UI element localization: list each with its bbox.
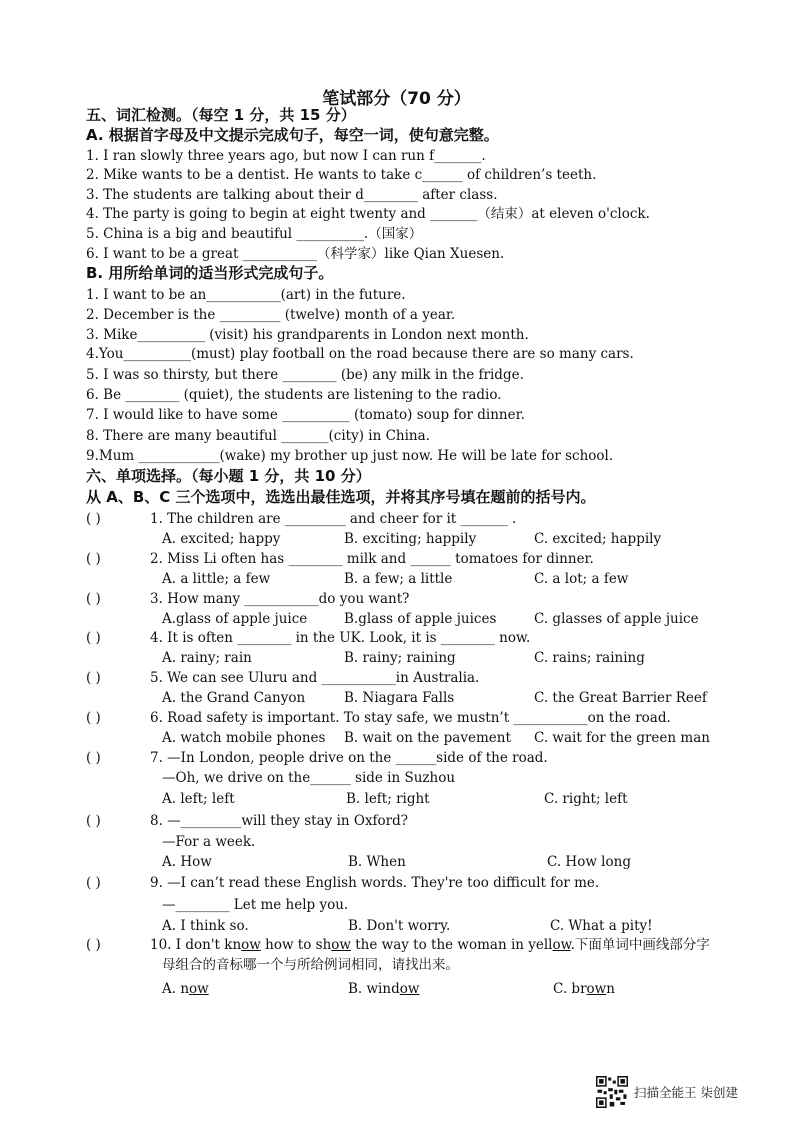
partA-item: 1. I ran slowly three years ago, but now I can run f_______.: [86, 148, 486, 164]
option-c: C. right; left: [544, 791, 628, 807]
option-c: C. a lot; a few: [534, 571, 629, 587]
question-stem: 3. How many ___________do you want?: [150, 591, 410, 607]
option-a: A. a little; a few: [162, 571, 271, 587]
section5-partA-heading: A. 根据首字母及中文提示完成句子，每空一词，使句意完整。: [86, 126, 499, 144]
answer-bracket[interactable]: ( ): [86, 937, 101, 953]
option-b: B. wait on the pavement: [344, 730, 511, 746]
stem-text: how to sh: [260, 937, 332, 953]
question-5: [86, 669, 746, 709]
question-4: [86, 629, 746, 669]
option-c: C. the Great Barrier Reef: [534, 690, 707, 706]
option-c: C. brown: [553, 981, 615, 997]
partB-item: 1. I want to be an___________(art) in the future.: [86, 287, 406, 303]
option-b: B. left; right: [346, 791, 430, 807]
section5-partB-heading: B. 用所给单词的适当形式完成句子。: [86, 264, 334, 282]
question-stem: 9. —I can’t read these English words. They're too difficult for me.: [150, 875, 600, 891]
partA-item: 4. The party is going to begin at eight twenty and _______（结束）at eleven o'clock.: [86, 206, 650, 222]
answer-bracket[interactable]: ( ): [86, 750, 101, 766]
partA-item: 3. The students are talking about their d________ after class.: [86, 187, 498, 203]
question-7: [86, 749, 746, 809]
partB-item: 2. December is the _________ (twelve) month of a year.: [86, 307, 456, 323]
question-stem: 7. —In London, people drive on the ______side of the road.: [150, 750, 548, 766]
stem-text: the way to the woman in yell: [350, 937, 553, 953]
partB-item: 4.You__________(must) play football on the road because there are so many cars.: [86, 346, 634, 362]
option-b: B. Don't worry.: [348, 918, 451, 934]
option-b: B. window: [348, 981, 420, 997]
question-stem: 4. It is often ________ in the UK. Look, it is ________ now.: [150, 630, 531, 646]
option-a: A. now: [162, 981, 209, 997]
answer-bracket[interactable]: ( ): [86, 630, 101, 646]
partB-item: 3. Mike__________ (visit) his grandparents in London next month.: [86, 327, 529, 343]
stem-text: 10. I don't kn: [150, 937, 242, 953]
option-b: B. Niagara Falls: [344, 690, 455, 706]
answer-bracket[interactable]: ( ): [86, 875, 101, 891]
section5-heading: 五、词汇检测。（每空 1 分，共 15 分）: [86, 106, 356, 124]
scanner-watermark: [596, 1075, 738, 1109]
option-a: A. rainy; rain: [162, 650, 252, 666]
watermark-text: 扫描全能王 柒创建: [634, 1085, 738, 1100]
question-reply: —Oh, we drive on the______ side in Suzhou: [162, 770, 456, 786]
question-6: [86, 709, 746, 749]
question-8: [86, 812, 746, 872]
partB-item: 5. I was so thirsty, but there ________ (be) any milk in the fridge.: [86, 367, 524, 383]
answer-bracket[interactable]: ( ): [86, 511, 101, 527]
partB-item: 9.Mum ____________(wake) my brother up just now. He will be late for school.: [86, 448, 614, 464]
underlined-letters: ow: [331, 937, 351, 953]
partB-item: 7. I would like to have some __________ (tomato) soup for dinner.: [86, 407, 525, 423]
partA-item: 2. Mike wants to be a dentist. He wants to take c______ of children’s teeth.: [86, 167, 597, 183]
option-a: A. watch mobile phones: [162, 730, 326, 746]
question-3: [86, 590, 746, 630]
question-stem: 6. Road safety is important. To stay safe, we mustn’t ___________on the road.: [150, 710, 671, 726]
question-reply: —________ Let me help you.: [162, 897, 349, 913]
question-10: [86, 936, 746, 1002]
question-stem: [150, 936, 710, 956]
option-c: C. How long: [547, 854, 631, 870]
question-continuation: 母组合的音标哪一个与所给例词相同，请找出来。: [162, 957, 459, 973]
option-a: A.glass of apple juice: [162, 611, 308, 627]
question-reply: —For a week.: [162, 834, 256, 850]
option-a: A. I think so.: [162, 918, 249, 934]
question-stem: 2. Miss Li often has ________ milk and ______ tomatoes for dinner.: [150, 551, 594, 567]
partB-item: 8. There are many beautiful _______(city) in China.: [86, 428, 430, 444]
option-c: C. glasses of apple juice: [534, 611, 699, 627]
option-c: C. wait for the green man: [534, 730, 710, 746]
question-stem: 1. The children are _________ and cheer for it _______ .: [150, 511, 517, 527]
question-stem: 8. —_________will they stay in Oxford?: [150, 813, 409, 829]
answer-bracket[interactable]: ( ): [86, 813, 101, 829]
option-c: C. What a pity!: [550, 918, 653, 934]
option-c: C. excited; happily: [534, 531, 662, 547]
answer-bracket[interactable]: ( ): [86, 591, 101, 607]
option-a: A. excited; happy: [162, 531, 281, 547]
question-1: [86, 510, 746, 550]
option-b: B. When: [348, 854, 406, 870]
partA-item: 5. China is a big and beautiful __________.（国家）: [86, 226, 423, 242]
option-a: A. How: [162, 854, 212, 870]
question-9: [86, 874, 746, 936]
page-title: 笔试部分（70 分）: [322, 89, 471, 109]
option-a: A. left; left: [162, 791, 235, 807]
answer-bracket[interactable]: ( ): [86, 551, 101, 567]
underlined-letters: ow: [552, 937, 571, 953]
answer-bracket[interactable]: ( ): [86, 710, 101, 726]
qr-code-icon: [596, 1076, 628, 1108]
section6-instruction: 从 A、B、C 三个选项中，选选出最佳选项，并将其序号填在题前的括号内。: [86, 488, 596, 506]
option-b: B.glass of apple juices: [344, 611, 497, 627]
section6-heading: 六、单项选择。（每小题 1 分，共 10 分）: [86, 467, 371, 485]
option-a: A. the Grand Canyon: [162, 690, 306, 706]
stem-text: .下面单词中画线部分字: [570, 937, 710, 953]
question-stem: 5. We can see Uluru and ___________in Australia.: [150, 670, 480, 686]
question-2: [86, 550, 746, 590]
option-b: B. a few; a little: [344, 571, 453, 587]
underlined-letters: ow: [241, 937, 261, 953]
partB-item: 6. Be ________ (quiet), the students are listening to the radio.: [86, 387, 502, 403]
option-b: B. rainy; raining: [344, 650, 456, 666]
answer-bracket[interactable]: ( ): [86, 670, 101, 686]
option-c: C. rains; raining: [534, 650, 645, 666]
option-b: B. exciting; happily: [344, 531, 477, 547]
partA-item: 6. I want to be a great ___________（科学家）like Qian Xuesen.: [86, 246, 505, 262]
